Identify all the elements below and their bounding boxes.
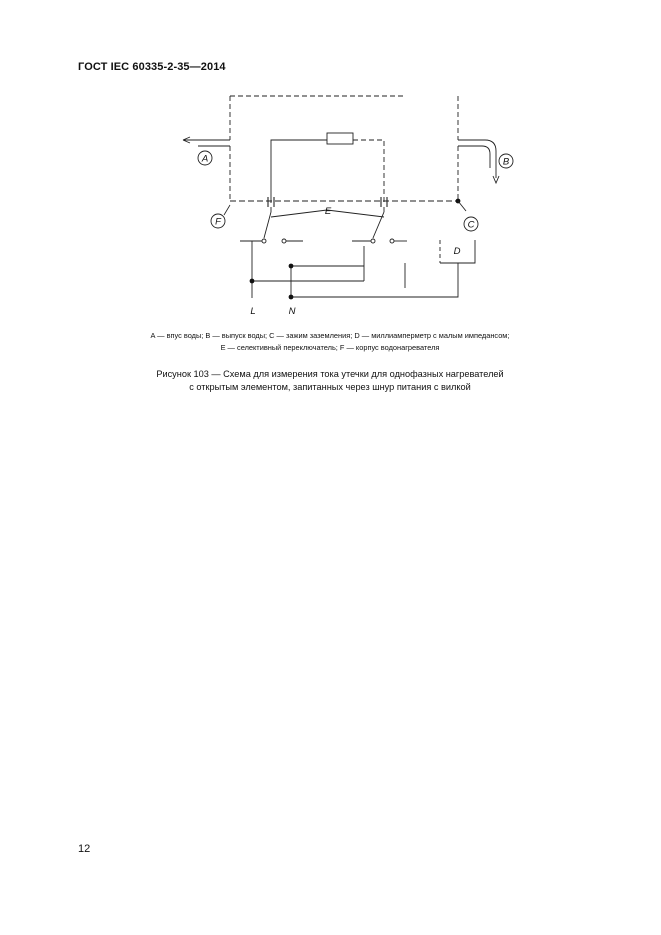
selective-switch [240,207,407,243]
caption-line-2: с открытым элементом, запитанных через шнур питания с вилкой [189,382,471,392]
legend-line-2: E — селективный переключатель; F — корпус водонагревателя [220,343,440,352]
water-outlet-pipe [458,140,499,183]
label-a: A [201,153,209,165]
label-d: D [453,246,461,257]
heating-element-loop [271,133,384,203]
water-inlet-pipe [183,137,230,146]
label-f: F [215,216,221,228]
label-e: E [324,206,332,217]
page-number: 12 [78,843,91,855]
heater-housing [230,96,458,201]
label-l: L [250,306,256,317]
supply-wiring [252,241,458,298]
resistor-symbol [327,133,353,144]
caption-line-1: Рисунок 103 — Схема для измерения тока утечки для однофазных нагревателей [156,369,504,379]
label-c: C [467,219,475,231]
label-b: B [502,156,510,168]
document-header: ГОСТ IEC 60335-2-35—2014 [78,61,226,73]
legend-line-1: A — впус воды; B — выпуск воды; C — зажим заземления; D — миллиамперметр с малым импедансом; [150,331,510,340]
label-leaders [224,205,230,215]
figure-caption [80,368,580,394]
label-markers [198,151,513,231]
milliammeter-branch [440,201,475,280]
label-n: N [288,306,296,317]
figure-legend [70,330,590,354]
